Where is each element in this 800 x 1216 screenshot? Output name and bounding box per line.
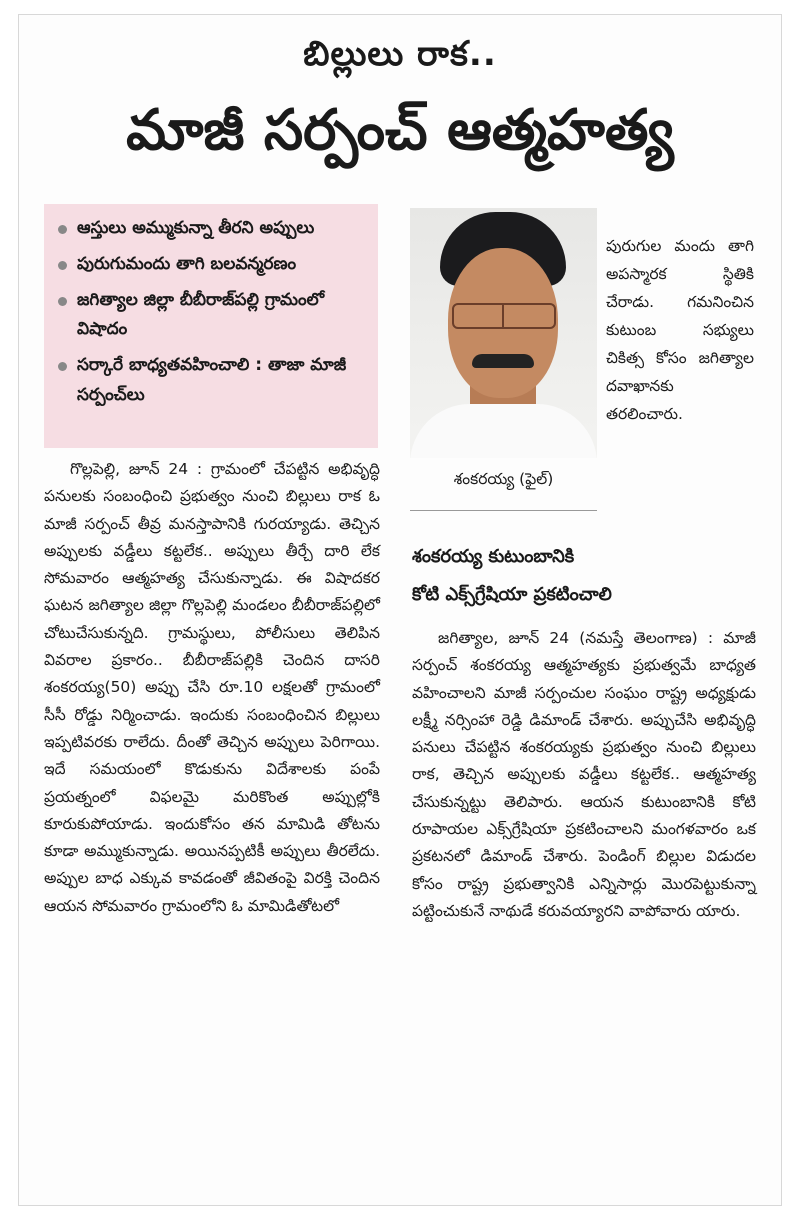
subhead-line: కోటి ఎక్స్‌గ్రేషియా ప్రకటించాలి <box>412 584 612 605</box>
article-headline: మాజీ సర్పంచ్ ఆత్మహత్య <box>126 98 674 163</box>
photo-mustache <box>472 354 534 368</box>
highlights-box <box>44 204 378 448</box>
photo-glasses <box>452 303 556 329</box>
photo-shirt <box>410 404 597 458</box>
highlight-item <box>54 250 368 280</box>
portrait-photo <box>410 208 597 458</box>
article-kicker: బిల్లులు రాక.. <box>303 34 497 74</box>
bullet-icon <box>58 225 67 234</box>
article-side-column: పురుగుల మందు తాగి అపస్మారక స్థితికి చేరాడు. గమనించిన కుటుంబ సభ్యులు చికిత్స కోసం జగిత్యాల దవాఖానకు తరలించారు. <box>606 237 754 423</box>
highlight-item <box>54 351 368 411</box>
article-body-text: గొల్లపెల్లి, జూన్ 24 : గ్రామంలో చేపట్టిన అభివృద్ధి పనులకు సంబంధించి ప్రభుత్వం నుంచి బిల్లులు రాక ఓ మాజీ సర్పంచ్ తీవ్ర మనస్తాపానికి గురయ్యాడు. తెచ్చిన అప్పులకు వడ్డీలు కట్టలేక.. అప్పులు తీర్చే దారి లేక సోమవారం ఆత్మహత్య చేసుకున్నాడు. ఈ విషాదకర ఘటన జగిత్యాల జిల్లా గొల్లపెల్లి మండలం బీబీరాజ్‌పల్లిలో చోటుచేసుకున్నది. గ్రామస్థులు, పోలీసులు తెలిపిన వివరాల ప్రకారం.. బీబీరాజ్‌పల్లికి చెందిన దాసరి శంకరయ్య(50) అప్పు చేసి రూ.10 లక్షలతో గ్రామంలో సీసీ రోడ్డు నిర్మించాడు. ఇందుకు సంబంధించిన బిల్లులు ఇప్పటివరకు రాలేదు. దీంతో తెచ్చిన అప్పులు పెరిగాయి. ఇదే సమయంలో కొడుకును విదేశాలకు పంపే ప్రయత్నంలో విఫలమై మరికొంత అప్పుల్లోకి కూరుకుపోయాడు. ఇందుకోసం తన మామిడి తోటను కూడా అమ్ముకున్నాడు. అయినప్పటికీ అప్పులు తీరలేదు. అప్పుల బాధ ఎక్కువ కావడంతో జీవితంపై విరక్తి చెందిన ఆయన సోమవారం గ్రామంలోని ఓ మామిడితోటలో <box>44 460 380 915</box>
photo-caption: శంకరయ్య (ఫైల్) <box>453 470 554 488</box>
article-body-column <box>44 456 380 920</box>
second-article-text: జగిత్యాల, జూన్ 24 (నమస్తే తెలంగాణ) : మాజీ సర్పంచ్ శంకరయ్య ఆత్మహత్యకు ప్రభుత్వమే బాధ్యత వహించాలని మాజీ సర్పంచుల సంఘం రాష్ట్ర అధ్యక్షుడు లక్ష్మీ నర్సింహా రెడ్డి డిమాండ్ చేశారు. అప్పుచేసి అభివృద్ధి పనులు చేపట్టిన శంకరయ్యకు ప్రభుత్వం నుంచి బిల్లులు రాక, తెచ్చిన అప్పులకు వడ్డీలు కట్టలేక.. ఆత్మహత్య చేసుకున్నట్టు తెలిపారు. ఆయన కుటుంబానికి కోటి రూపాయల ఎక్స్‌గ్రేషియా ప్రకటించాలని మంగళవారం ఒక ప్రకటనలో డిమాండ్ చేశారు. పెండింగ్ బిల్లుల విడుదల కోసం రాష్ట్ర ప్రభుత్వానికి ఎన్నిసార్లు మొరపెట్టుకున్నా పట్టించుకునే నాథుడే కరువయ్యారని వాపోవారు యారు. <box>412 629 756 920</box>
highlight-text: ఆస్తులు అమ్ముకున్నా తీరని అప్పులు <box>77 218 315 238</box>
highlight-item <box>54 286 368 346</box>
highlight-text: పురుగుమందు తాగి బలవన్మరణం <box>77 253 297 274</box>
highlight-item <box>54 214 368 244</box>
caption-divider <box>410 510 597 511</box>
article-subhead <box>412 538 756 614</box>
bullet-icon <box>58 261 67 270</box>
highlight-text: జగిత్యాల జిల్లా బీబీరాజ్‌పల్లి గ్రామంలో విషాదం <box>77 289 325 340</box>
bullet-icon <box>58 362 67 371</box>
highlight-text: సర్కారే బాధ్యతవహించాలి : తాజా మాజీ సర్పంచ్‌లు <box>77 355 347 405</box>
subhead-line: శంకరయ్య కుటుంబానికి <box>412 546 575 567</box>
second-article-column <box>412 625 756 925</box>
bullet-icon <box>58 297 67 306</box>
